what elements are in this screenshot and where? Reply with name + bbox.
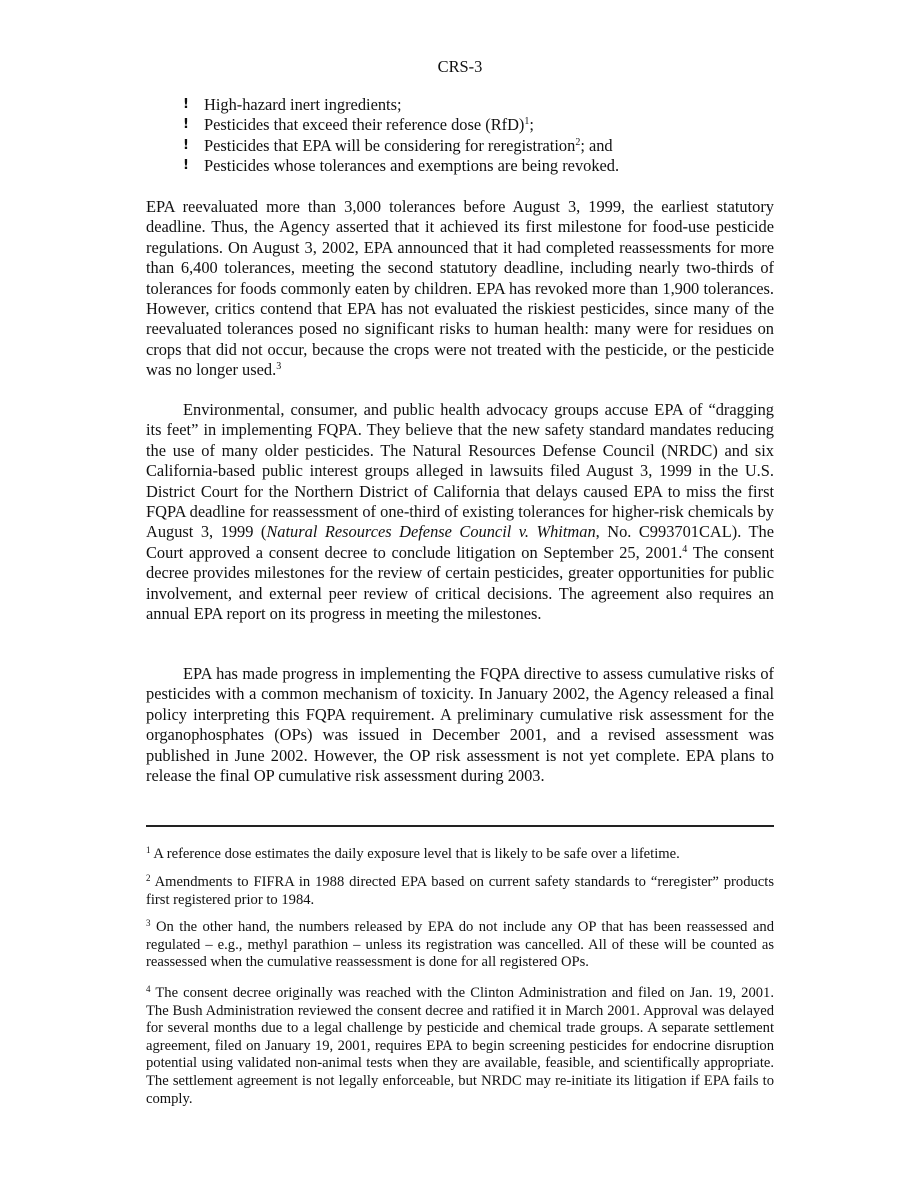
footnote-text: A reference dose estimates the daily exposure level that is likely to be safe over a lifetime. [153, 846, 680, 862]
bullet-text: Pesticides that exceed their reference dose (RfD) [204, 115, 525, 135]
bullet-item [183, 136, 619, 156]
paragraph-text: Environmental, consumer, and public health advocacy groups accuse EPA of “dragging its feet” in implementing FQPA. They believe that the new safety standard mandates reducing the use of many older pesticides. The Natural Resources Defense Council (NRDC) and six California-based public interest groups alleged in lawsuits filed August 3, 1999 in the U.S. District Court for the Northern District of California that delays caused EPA to miss the first FQPA deadline for reassessment of one-third of existing tolerances for higher-risk chemicals by August 3, 1999 ( [146, 400, 774, 542]
footnote-ref: 2 [575, 136, 581, 148]
footnote-1 [146, 846, 774, 864]
bullet-text-tail: ; [529, 115, 534, 135]
footnote-ref: 1 [524, 116, 530, 128]
bullet-text: Pesticides whose tolerances and exemptions are being revoked. [204, 156, 620, 176]
bullet-marker-icon: ! [183, 117, 189, 133]
bullet-item [183, 156, 619, 176]
paragraph-text: EPA reevaluated more than 3,000 tolerances before August 3, 1999, the earliest statutory deadline. Thus, the Agency asserted that it achieved its first milestone for food-use pesticide regulations. On August 3, 2002, EPA announced that it had completed reassessments for more than 6,400 tolerances, meeting the second statutory deadline, including nearly two-thirds of tolerances for foods commonly eaten by children. EPA has revoked more than 1,900 tolerances. However, critics contend that EPA has not evaluated the riskiest pesticides, since many of the reevaluated tolerances posed no significant risks to human health: many were for residues on crops that did not occur, because the crops were not treated with the pesticide, or the pesticide was no longer used. [146, 197, 774, 380]
footnote-divider [146, 825, 774, 827]
footnote-number: 4 [146, 984, 151, 994]
case-name: Natural Resources Defense Council v. Whitman [266, 522, 596, 542]
bullet-marker-icon: ! [183, 97, 189, 112]
bullet-marker-icon: ! [183, 137, 189, 153]
footnote-ref: 3 [276, 361, 282, 373]
bullet-item [183, 95, 619, 115]
paragraph-advocacy [146, 400, 774, 624]
paragraph-text: , No. C993701CAL). The Court approved a consent decree to conclude litigation on September 25, 2001. [146, 522, 774, 562]
footnote-text: On the other hand, the numbers released by EPA do not include any OP that has been reassessed and regulated – e.g., methyl parathion – unless its registration was cancelled. All of these will be counted as reassessed when the cumulative reassessment is done for all registered OPs. [146, 919, 774, 971]
bullet-marker-icon: ! [183, 158, 189, 174]
footnote-2 [146, 874, 774, 909]
footnote-3 [146, 919, 774, 972]
footnote-number: 2 [146, 873, 151, 883]
bullet-item [183, 115, 619, 135]
footnote-number: 3 [146, 918, 151, 928]
paragraph-tolerances [146, 197, 774, 381]
bullet-text: High-hazard inert ingredients; [204, 95, 402, 114]
footnote-text: Amendments to FIFRA in 1988 directed EPA based on current safety standards to “reregister” products first registered prior to 1984. [146, 874, 775, 908]
paragraph-text: EPA has made progress in implementing the FQPA directive to assess cumulative risks of pesticides with a common mechanism of toxicity. In January 2002, the Agency released a final policy interpreting this FQPA requirement. A preliminary cumulative risk assessment for the organophosphates (OPs) was issued in December 2001, and a revised assessment was published in June 2002. However, the OP risk assessment is not yet complete. EPA plans to release the final OP cumulative risk assessment during 2003. [146, 664, 774, 786]
paragraph-cumulative-risk [146, 664, 774, 786]
bullet-text: Pesticides that EPA will be considering for reregistration [204, 135, 576, 155]
footnote-ref: 4 [682, 543, 688, 555]
page-header: CRS-3 [437, 57, 483, 76]
footnote-number: 1 [146, 845, 151, 855]
footnote-text: The consent decree originally was reached with the Clinton Administration and filed on Jan. 19, 2001. The Bush Administration reviewed the consent decree and ratified it in March 2001. Approval was delayed for several months due to a legal challenge by pesticide and chemical trade groups. A separate settlement agreement, filed on January 19, 2001, requires EPA to begin screening pesticides for endocrine disruption potential using validated non-animal tests when they are available, feasible, and scientifically appropriate. The settlement agreement is not legally enforceable, but NRDC may re-initiate its litigation if EPA fails to comply. [146, 985, 774, 1107]
bullet-list [183, 95, 619, 177]
footnote-4 [146, 985, 774, 1108]
paragraph-text: The consent decree provides milestones for the review of certain pesticides, greater opportunities for public involvement, and external peer review of critical decisions. The agreement also requires an annual EPA report on its progress in meeting the milestones. [146, 542, 774, 624]
bullet-text-tail: ; and [580, 135, 613, 155]
